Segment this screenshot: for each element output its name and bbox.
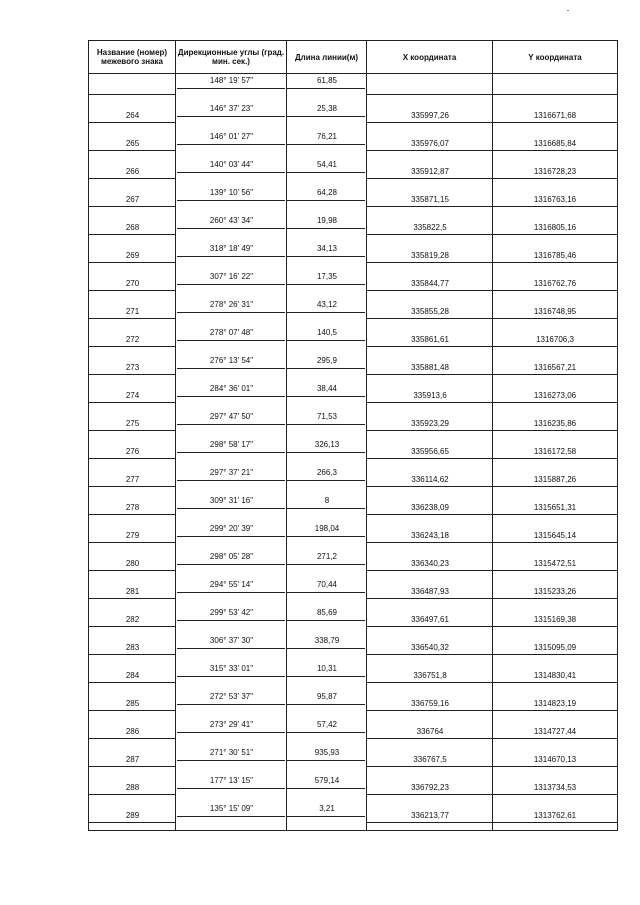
point-name: 272 (125, 335, 140, 344)
point-x: 336767,5 (413, 755, 447, 764)
point-x: 335844,77 (411, 279, 449, 288)
row-divider (367, 374, 617, 375)
point-name: 281 (125, 587, 140, 596)
segment-length: 71,53 (316, 412, 338, 421)
point-name: 273 (125, 363, 140, 372)
point-name: 279 (125, 531, 140, 540)
segment-length: 95,87 (316, 692, 338, 701)
row-divider (177, 256, 285, 257)
row-divider (177, 676, 285, 677)
point-name: 265 (125, 139, 140, 148)
header-length: Длина линии(м) (287, 41, 367, 73)
point-name: 277 (125, 475, 140, 484)
segment-length: 70,44 (316, 580, 338, 589)
row-divider (287, 368, 365, 369)
row-divider (177, 620, 285, 621)
row-divider (89, 766, 175, 767)
row-divider (367, 150, 617, 151)
point-name: 288 (125, 783, 140, 792)
row-divider (89, 682, 175, 683)
row-divider (89, 598, 175, 599)
segment-length: 34,13 (316, 244, 338, 253)
point-y: 1316748,95 (533, 307, 577, 316)
row-divider (367, 514, 617, 515)
row-divider (287, 312, 365, 313)
point-x: 336751,8 (413, 671, 447, 680)
row-divider (177, 88, 285, 89)
row-divider (367, 318, 617, 319)
segment-length: 54,41 (316, 160, 338, 169)
segment-length: 64,28 (316, 188, 338, 197)
segment-length: 266,3 (316, 468, 338, 477)
row-divider (177, 760, 285, 761)
point-name: 271 (125, 307, 140, 316)
header-x: X координата (367, 41, 493, 73)
point-x: 336792,23 (411, 783, 449, 792)
point-x: 335976,07 (411, 139, 449, 148)
point-name: 264 (125, 111, 140, 120)
segment-length: 271,2 (316, 552, 338, 561)
point-y: 1316235,86 (533, 419, 577, 428)
segment-angle: 146° 01' 27" (209, 132, 254, 141)
row-divider (287, 396, 365, 397)
row-divider (89, 290, 175, 291)
row-divider (177, 396, 285, 397)
point-y: 1314727,44 (533, 727, 577, 736)
point-y: 1316273,06 (533, 391, 577, 400)
segment-length: 295,9 (316, 356, 338, 365)
row-divider (367, 738, 617, 739)
row-divider (367, 94, 617, 95)
point-x: 335923,29 (411, 419, 449, 428)
segment-angle: 139° 10' 56" (209, 188, 254, 197)
segment-angle: 271° 30' 51" (209, 748, 254, 757)
header-name: Название (номер) межевого знака (89, 41, 176, 73)
row-divider (287, 564, 365, 565)
row-divider (177, 144, 285, 145)
row-divider (177, 592, 285, 593)
row-divider (89, 486, 175, 487)
row-divider (89, 234, 175, 235)
row-divider (89, 458, 175, 459)
row-divider (89, 94, 175, 95)
point-name: 285 (125, 699, 140, 708)
segment-angle: 276° 13' 54" (209, 356, 254, 365)
point-name: 280 (125, 559, 140, 568)
point-x: 335997,26 (411, 111, 449, 120)
row-divider (177, 704, 285, 705)
segment-angle: 298° 05' 28" (209, 552, 254, 561)
row-divider (177, 172, 285, 173)
row-divider (177, 480, 285, 481)
point-name: 286 (125, 727, 140, 736)
segment-length: 579,14 (314, 776, 340, 785)
row-divider (177, 648, 285, 649)
row-divider (89, 318, 175, 319)
row-divider (287, 452, 365, 453)
row-divider (89, 122, 175, 123)
row-divider (287, 592, 365, 593)
row-divider (287, 648, 365, 649)
row-divider (177, 340, 285, 341)
segment-length: 338,79 (314, 636, 340, 645)
segment-length: 3,21 (319, 804, 335, 813)
point-y: 1316685,84 (533, 139, 577, 148)
row-divider (177, 816, 285, 817)
point-x: 335913,6 (413, 391, 447, 400)
row-divider (287, 676, 365, 677)
point-y: 1315095,09 (533, 643, 577, 652)
segment-length: 19,98 (316, 216, 338, 225)
point-name: 270 (125, 279, 140, 288)
point-name: 269 (125, 251, 140, 260)
point-x: 335861,61 (411, 335, 449, 344)
segment-angle: 309° 31' 16" (209, 496, 254, 505)
row-divider (367, 430, 617, 431)
header-y: Y координата (528, 52, 582, 62)
point-x: 336497,61 (411, 615, 449, 624)
row-divider (177, 284, 285, 285)
row-divider (367, 486, 617, 487)
point-y: 1316805,16 (533, 223, 577, 232)
row-divider (367, 402, 617, 403)
row-divider (367, 206, 617, 207)
scan-speck (567, 10, 569, 11)
row-divider (367, 598, 617, 599)
row-divider (89, 374, 175, 375)
segment-angle: 294° 55' 14" (209, 580, 254, 589)
segment-angle: 278° 26' 31" (209, 300, 254, 309)
segment-angle: 297° 47' 50" (209, 412, 254, 421)
point-y: 1316671,68 (533, 111, 577, 120)
point-x: 336487,93 (411, 587, 449, 596)
row-divider (367, 822, 617, 823)
row-divider (89, 738, 175, 739)
point-x: 335912,87 (411, 167, 449, 176)
row-divider (367, 794, 617, 795)
row-divider (287, 480, 365, 481)
segment-angle: 260° 43' 34" (209, 216, 254, 225)
segment-length: 85,69 (316, 608, 338, 617)
row-divider (367, 682, 617, 683)
row-divider (367, 542, 617, 543)
point-y: 1316762,76 (533, 279, 577, 288)
point-name: 289 (125, 811, 140, 820)
segment-length: 38,44 (316, 384, 338, 393)
point-y: 1314830,41 (533, 671, 577, 680)
segment-angle: 146° 37' 23" (209, 104, 254, 113)
row-divider (367, 346, 617, 347)
segment-angle: 177° 13' 15" (209, 776, 254, 785)
segment-length: 198,04 (314, 524, 340, 533)
point-x: 336213,77 (411, 811, 449, 820)
row-divider (89, 514, 175, 515)
segment-length: 61,85 (316, 76, 338, 85)
row-divider (287, 116, 365, 117)
row-divider (89, 626, 175, 627)
coordinates-table (88, 40, 618, 831)
point-y: 1315651,31 (533, 503, 577, 512)
row-divider (367, 458, 617, 459)
point-name: 278 (125, 503, 140, 512)
segment-angle: 278° 07' 48" (209, 328, 254, 337)
point-name: 274 (125, 391, 140, 400)
row-divider (89, 822, 175, 823)
point-name: 267 (125, 195, 140, 204)
row-divider (287, 340, 365, 341)
point-y: 1313762,61 (533, 811, 577, 820)
row-divider (287, 732, 365, 733)
row-divider (177, 424, 285, 425)
point-y: 1313734,53 (533, 783, 577, 792)
point-y: 1316785,46 (533, 251, 577, 260)
point-x: 335822,5 (413, 223, 447, 232)
segment-angle: 315° 33' 01" (209, 664, 254, 673)
segment-angle: 318° 18' 49" (209, 244, 254, 253)
row-divider (177, 228, 285, 229)
point-y: 1316763,16 (533, 195, 577, 204)
segment-angle: 135° 15' 09" (209, 804, 254, 813)
row-divider (367, 710, 617, 711)
row-divider (287, 284, 365, 285)
row-divider (367, 290, 617, 291)
segment-length: 17,35 (316, 272, 338, 281)
segment-angle: 148° 19' 57" (209, 76, 254, 85)
point-x: 335956,65 (411, 447, 449, 456)
point-x: 336764 (416, 727, 444, 736)
row-divider (367, 766, 617, 767)
row-divider (89, 178, 175, 179)
row-divider (89, 654, 175, 655)
point-name: 268 (125, 223, 140, 232)
point-name: 276 (125, 447, 140, 456)
row-divider (89, 402, 175, 403)
point-name: 287 (125, 755, 140, 764)
segment-angle: 307° 16' 22" (209, 272, 254, 281)
row-divider (287, 144, 365, 145)
point-y: 1315645,14 (533, 531, 577, 540)
point-name: 282 (125, 615, 140, 624)
point-x: 336114,62 (411, 475, 449, 484)
row-divider (89, 542, 175, 543)
row-divider (367, 570, 617, 571)
row-divider (287, 816, 365, 817)
row-divider (89, 710, 175, 711)
row-divider (287, 620, 365, 621)
segment-angle: 297° 37' 21" (209, 468, 254, 477)
point-x: 336238,09 (411, 503, 449, 512)
segment-length: 57,42 (316, 720, 338, 729)
row-divider (367, 262, 617, 263)
row-divider (89, 262, 175, 263)
segment-angle: 298° 58' 17" (209, 440, 254, 449)
row-divider (287, 704, 365, 705)
row-divider (287, 256, 365, 257)
segment-length: 43,12 (316, 300, 338, 309)
point-x: 336340,23 (411, 559, 449, 568)
row-divider (367, 654, 617, 655)
segment-angle: 299° 53' 42" (209, 608, 254, 617)
row-divider (287, 172, 365, 173)
table-body (89, 74, 617, 830)
segment-length: 140,5 (316, 328, 338, 337)
point-x: 335881,48 (411, 363, 449, 372)
segment-length: 326,13 (314, 440, 340, 449)
row-divider (177, 508, 285, 509)
row-divider (287, 536, 365, 537)
segment-angle: 299° 20' 39" (209, 524, 254, 533)
segment-angle: 140° 03' 44" (209, 160, 254, 169)
row-divider (177, 536, 285, 537)
row-divider (177, 116, 285, 117)
row-divider (287, 200, 365, 201)
row-divider (89, 794, 175, 795)
row-divider (367, 122, 617, 123)
point-x: 335871,15 (411, 195, 449, 204)
point-y: 1316706,3 (536, 335, 574, 344)
point-name: 283 (125, 643, 140, 652)
row-divider (177, 788, 285, 789)
row-divider (177, 452, 285, 453)
row-divider (287, 760, 365, 761)
row-divider (287, 424, 365, 425)
row-divider (89, 570, 175, 571)
row-divider (89, 430, 175, 431)
segment-angle: 306° 37' 30" (209, 636, 254, 645)
row-divider (287, 88, 365, 89)
row-divider (177, 564, 285, 565)
point-y: 1316172,58 (533, 447, 577, 456)
point-name: 275 (125, 419, 140, 428)
point-x: 336759,16 (411, 699, 449, 708)
segment-length: 935,93 (314, 748, 340, 757)
row-divider (89, 150, 175, 151)
segment-angle: 273° 29' 41" (209, 720, 254, 729)
segment-length: 10,31 (316, 664, 338, 673)
row-divider (89, 346, 175, 347)
point-y: 1316728,23 (533, 167, 577, 176)
point-y: 1315169,38 (533, 615, 577, 624)
point-y: 1315472,51 (533, 559, 577, 568)
row-divider (177, 732, 285, 733)
row-divider (287, 508, 365, 509)
point-x: 336540,32 (411, 643, 449, 652)
header-angle: Дирекционные углы (град. мин. сек.) (176, 41, 287, 73)
row-divider (89, 206, 175, 207)
point-name: 284 (125, 671, 140, 680)
table-header (89, 41, 617, 74)
row-divider (177, 200, 285, 201)
point-x: 336243,18 (411, 531, 449, 540)
segment-angle: 272° 53' 37" (209, 692, 254, 701)
point-y: 1315233,26 (533, 587, 577, 596)
row-divider (177, 312, 285, 313)
point-name: 266 (125, 167, 140, 176)
point-x: 335855,28 (411, 307, 449, 316)
segment-length: 76,21 (316, 132, 338, 141)
segment-angle: 284° 36' 01" (209, 384, 254, 393)
row-divider (177, 368, 285, 369)
point-y: 1315887,26 (533, 475, 577, 484)
segment-length: 25,38 (316, 104, 338, 113)
point-x: 335819,28 (411, 251, 449, 260)
row-divider (367, 626, 617, 627)
segment-length: 8 (324, 496, 330, 505)
row-divider (367, 178, 617, 179)
point-y: 1314823,19 (533, 699, 577, 708)
row-divider (287, 788, 365, 789)
row-divider (287, 228, 365, 229)
row-divider (367, 234, 617, 235)
point-y: 1314670,13 (533, 755, 577, 764)
point-y: 1316567,21 (533, 363, 577, 372)
